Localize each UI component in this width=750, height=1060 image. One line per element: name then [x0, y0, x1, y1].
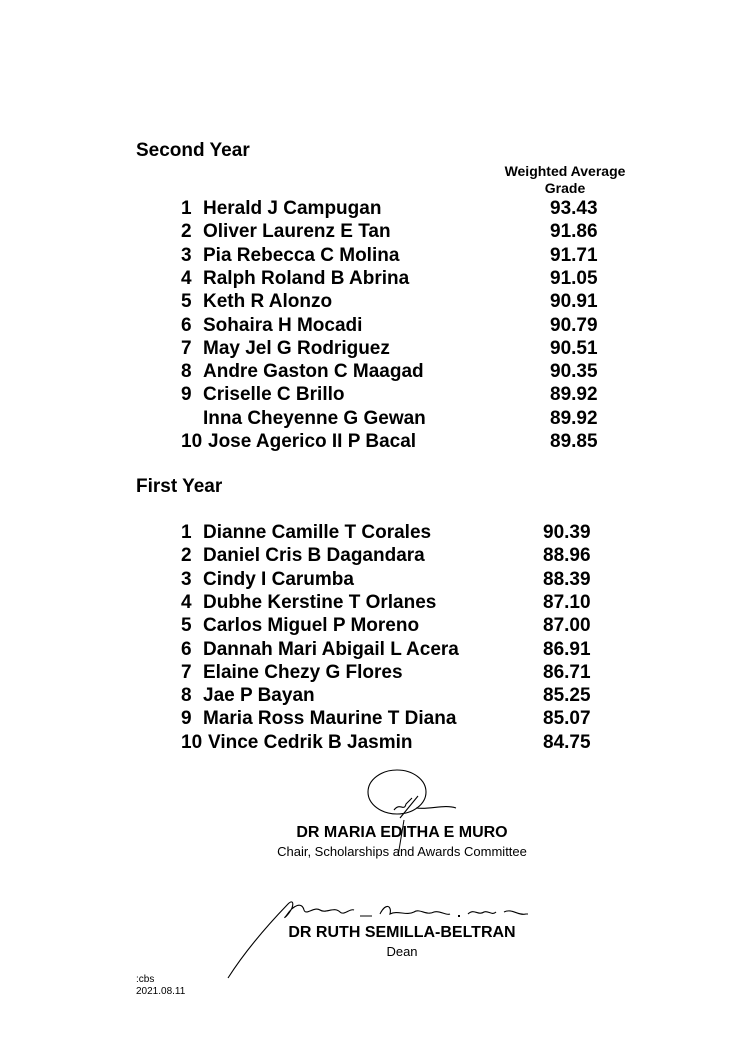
weighted-average-grade: 90.51 [550, 337, 598, 359]
signatory-1-name: DR MARIA EDITHA E MURO [296, 824, 508, 841]
student-name: Elaine Chezy G Flores [203, 661, 403, 683]
rank-number: 1 [181, 522, 192, 543]
footer-date: 2021.08.11 [136, 986, 186, 997]
rank-number: 3 [181, 568, 192, 590]
weighted-average-grade: 88.39 [543, 568, 591, 590]
footer [136, 974, 185, 998]
signatory-2-name: DR RUTH SEMILLA-BELTRAN [288, 924, 516, 941]
signatory-1-title: Chair, Scholarships and Awards Committee [277, 844, 527, 859]
student-name: Inna Cheyenne G Gewan [203, 407, 426, 429]
weighted-average-grade: 90.79 [550, 314, 598, 336]
list-item [181, 337, 390, 360]
list-item [181, 731, 413, 754]
footer-initials: :cbs [136, 974, 155, 985]
rank-number: 10 [181, 431, 203, 452]
list-item [181, 244, 399, 267]
student-name: Andre Gaston C Maagad [203, 361, 424, 383]
weighted-average-grade: 91.71 [550, 244, 598, 266]
rank-number: 7 [181, 337, 192, 359]
list-item [181, 290, 332, 313]
weighted-average-grade: 89.92 [550, 384, 598, 406]
student-name: Jae P Bayan [203, 685, 315, 707]
rank-number: 2 [181, 221, 192, 243]
rank-number: 9 [181, 384, 192, 406]
rank-number: 2 [181, 545, 192, 567]
rank-number: 9 [181, 708, 192, 730]
list-item [181, 197, 381, 220]
student-name: Maria Ross Maurine T Diana [203, 708, 457, 730]
weighted-average-grade: 89.85 [550, 431, 598, 452]
list-item [181, 707, 456, 730]
weighted-average-grade: 84.75 [543, 731, 591, 753]
student-name: Keth R Alonzo [203, 291, 333, 313]
rank-number: 4 [181, 267, 192, 289]
grade-column-header [490, 163, 640, 197]
weighted-average-grade: 88.96 [543, 545, 591, 567]
student-name: Vince Cedrik B Jasmin [208, 731, 413, 753]
list-item [181, 383, 345, 406]
first-year-heading: First Year [136, 476, 223, 497]
weighted-average-grade: 91.05 [550, 267, 598, 289]
student-name: Dannah Mari Abigail L Acera [203, 638, 459, 660]
weighted-average-grade: 87.00 [543, 615, 591, 637]
weighted-average-grade: 86.71 [543, 661, 591, 683]
rank-number: 4 [181, 591, 192, 613]
weighted-average-grade: 89.92 [550, 407, 598, 429]
list-item [181, 360, 424, 383]
signatory-2-title: Dean [386, 944, 418, 959]
student-name: Ralph Roland B Abrina [203, 267, 410, 289]
student-name: Carlos Miguel P Moreno [203, 615, 420, 637]
rank-number: 5 [181, 615, 192, 637]
weighted-average-grade: 90.39 [543, 522, 591, 543]
student-name: Pia Rebecca C Molina [203, 244, 400, 266]
rank-number: 8 [181, 685, 192, 707]
student-name: Herald J Campugan [203, 198, 382, 219]
student-name: Sohaira H Mocadi [203, 314, 363, 336]
weighted-average-grade: 85.07 [543, 708, 591, 730]
weighted-average-grade: 91.86 [550, 221, 598, 243]
student-name: May Jel G Rodriguez [203, 337, 390, 359]
list-item [181, 661, 403, 684]
list-item [181, 568, 354, 591]
list-item [181, 638, 459, 661]
list-item [181, 314, 362, 337]
weighted-average-grade: 86.91 [543, 638, 591, 660]
rank-number: 3 [181, 244, 192, 266]
student-name: Jose Agerico II P Bacal [208, 431, 417, 452]
grade-column-header-line1: Weighted Average [504, 163, 626, 179]
weighted-average-grade: 87.10 [543, 591, 591, 613]
list-item [181, 684, 315, 707]
rank-number: 6 [181, 638, 192, 660]
list-item [181, 544, 425, 567]
student-name: Cindy I Carumba [203, 568, 354, 590]
rank-number: 5 [181, 291, 192, 313]
rank-number: 6 [181, 314, 192, 336]
list-item [181, 521, 431, 544]
student-name: Oliver Laurenz E Tan [203, 221, 391, 243]
weighted-average-grade: 85.25 [543, 685, 591, 707]
student-name: Dianne Camille T Corales [203, 522, 432, 543]
list-item [181, 267, 409, 290]
list-item [181, 430, 416, 453]
list-item [181, 614, 419, 637]
student-name: Dubhe Kerstine T Orlanes [203, 591, 437, 613]
student-name: Criselle C Brillo [203, 384, 345, 406]
rank-number: 10 [181, 731, 203, 753]
list-item [181, 591, 436, 614]
rank-number: 1 [181, 198, 192, 219]
second-year-heading: Second Year [136, 140, 250, 161]
weighted-average-grade: 93.43 [550, 198, 598, 219]
list-item [181, 220, 391, 243]
weighted-average-grade: 90.91 [550, 291, 598, 313]
student-name: Daniel Cris B Dagandara [203, 545, 425, 567]
grade-column-header-line2: Grade [544, 180, 586, 196]
weighted-average-grade: 90.35 [550, 361, 598, 383]
rank-number: 8 [181, 361, 192, 383]
rank-number: 7 [181, 661, 192, 683]
list-item [181, 407, 426, 430]
